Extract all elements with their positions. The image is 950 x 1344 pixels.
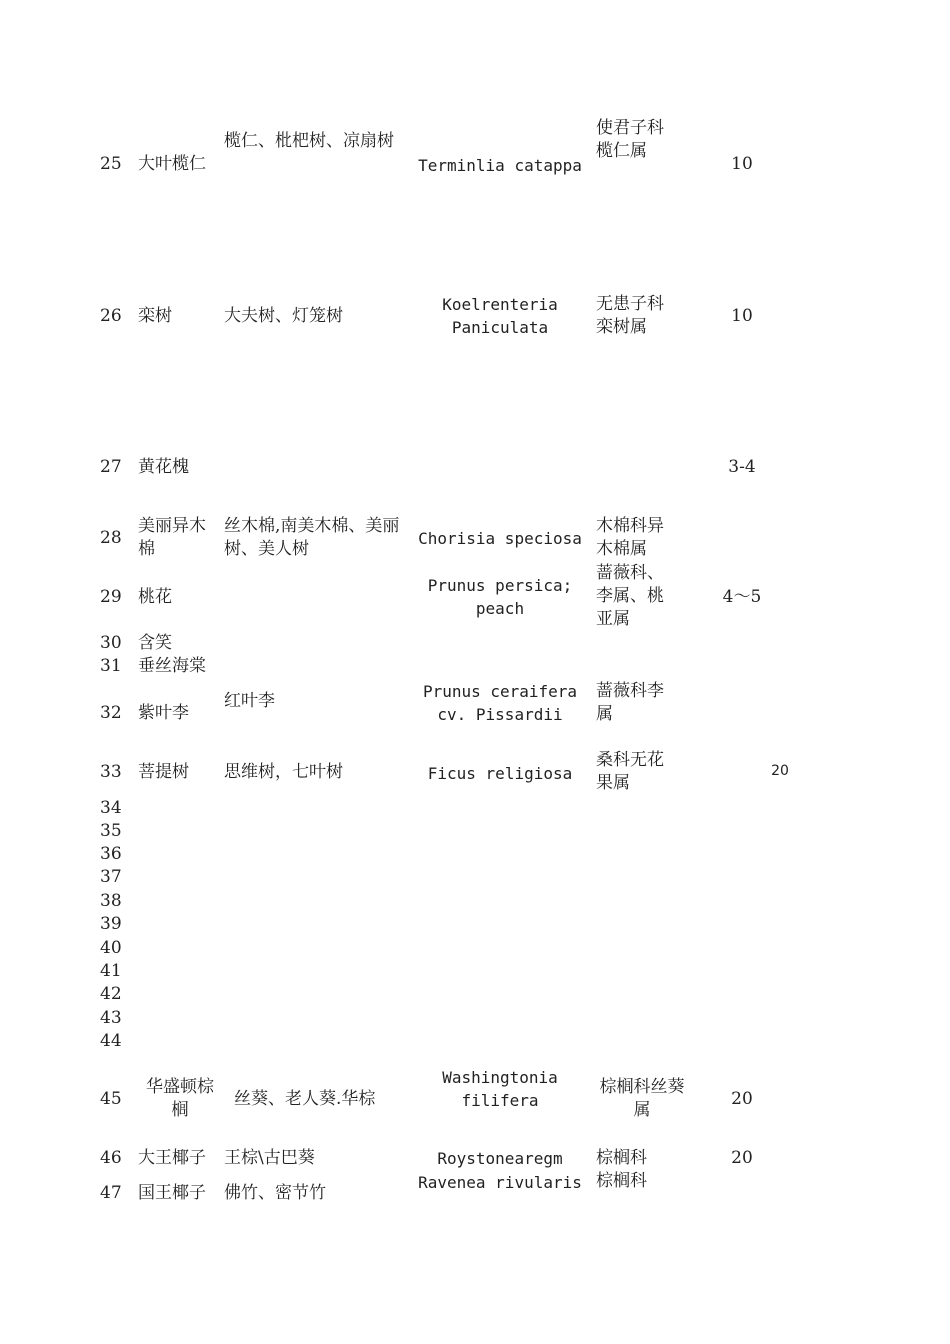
latin-name: Koelrenteria Paniculata: [442, 295, 558, 337]
value-cell: 20: [731, 1148, 753, 1168]
row-number: 37: [100, 867, 122, 887]
alias-names: 王棕\古巴葵: [224, 1148, 315, 1168]
chinese-name: 黄花槐: [138, 457, 189, 477]
row-number: 35: [100, 821, 122, 841]
chinese-name: 菩提树: [138, 762, 189, 782]
row-number: 34: [100, 798, 122, 818]
latin-name: Washingtonia filifera: [442, 1068, 558, 1110]
chinese-name: 大叶榄仁: [138, 154, 206, 174]
value-cell: 10: [731, 306, 753, 326]
family-genus: 使君子科榄仁属: [596, 118, 664, 161]
chinese-name: 栾树: [138, 306, 172, 326]
row-number: 31: [100, 656, 122, 676]
latin-name: Prunus ceraifera cv. Pissardii: [422, 682, 578, 724]
latin-name: Ficus religiosa: [427, 764, 573, 783]
chinese-name: 国王椰子: [138, 1183, 206, 1203]
row-number: 29: [100, 587, 122, 607]
alias-names: 思维树，七叶树: [224, 762, 343, 782]
row-number: 38: [100, 891, 122, 911]
row-number: 40: [100, 938, 122, 958]
latin-name: Prunus persica; peach: [427, 576, 573, 618]
row-number: 47: [100, 1183, 122, 1203]
row-number: 44: [100, 1031, 122, 1051]
family-genus: 棕榈科丝葵属: [599, 1077, 685, 1120]
chinese-name: 大王椰子: [138, 1148, 206, 1168]
value-cell: 20: [731, 1089, 753, 1109]
family-genus: 蔷薇科李属: [596, 681, 664, 724]
value-cell: 4～5: [722, 587, 762, 607]
row-number: 25: [100, 154, 122, 174]
family-genus: 无患子科栾树属: [596, 294, 664, 337]
row-number: 28: [100, 528, 122, 548]
family-genus: 木棉科异木棉属: [596, 516, 664, 559]
family-genus: 棕榈科: [596, 1148, 647, 1168]
alias-names: 榄仁、枇杷树、凉扇树: [224, 131, 394, 151]
alias-names: 红叶李: [224, 691, 275, 711]
row-number: 46: [100, 1148, 122, 1168]
value-cell: 3-4: [728, 457, 756, 477]
row-number: 39: [100, 914, 122, 934]
row-number: 45: [100, 1089, 122, 1109]
latin-name: Ravenea rivularis: [418, 1173, 582, 1192]
chinese-name: 垂丝海棠: [138, 656, 206, 676]
alias-names: 大夫树、灯笼树: [224, 306, 343, 326]
row-number: 33: [100, 762, 122, 782]
chinese-name: 紫叶李: [138, 703, 189, 723]
family-genus: 桑科无花果属: [596, 750, 664, 793]
row-number: 42: [100, 984, 122, 1004]
alias-names: 丝葵、老人葵.华棕: [234, 1089, 376, 1109]
chinese-name: 含笑: [138, 633, 172, 653]
row-number: 41: [100, 961, 122, 981]
latin-name: Roystonearegm: [437, 1149, 563, 1168]
row-number: 26: [100, 306, 122, 326]
chinese-name: 美丽异木棉: [138, 516, 206, 559]
row-number: 36: [100, 844, 122, 864]
family-genus: 棕榈科: [596, 1171, 647, 1191]
family-genus: 蔷薇科、李属、桃亚属: [596, 563, 664, 629]
latin-name: Terminlia catappa: [418, 156, 582, 175]
row-number: 27: [100, 457, 122, 477]
chinese-name: 华盛顿棕榈: [146, 1077, 214, 1120]
chinese-name: 桃花: [138, 587, 172, 607]
latin-name: Chorisia speciosa: [418, 529, 582, 548]
value-cell: 20: [771, 763, 789, 779]
row-number: 43: [100, 1008, 122, 1028]
alias-names: 丝木棉,南美木棉、美丽树、美人树: [224, 516, 400, 559]
row-number: 30: [100, 633, 122, 653]
alias-names: 佛竹、密节竹: [224, 1183, 326, 1203]
row-number: 32: [100, 703, 122, 723]
value-cell: 10: [731, 154, 753, 174]
